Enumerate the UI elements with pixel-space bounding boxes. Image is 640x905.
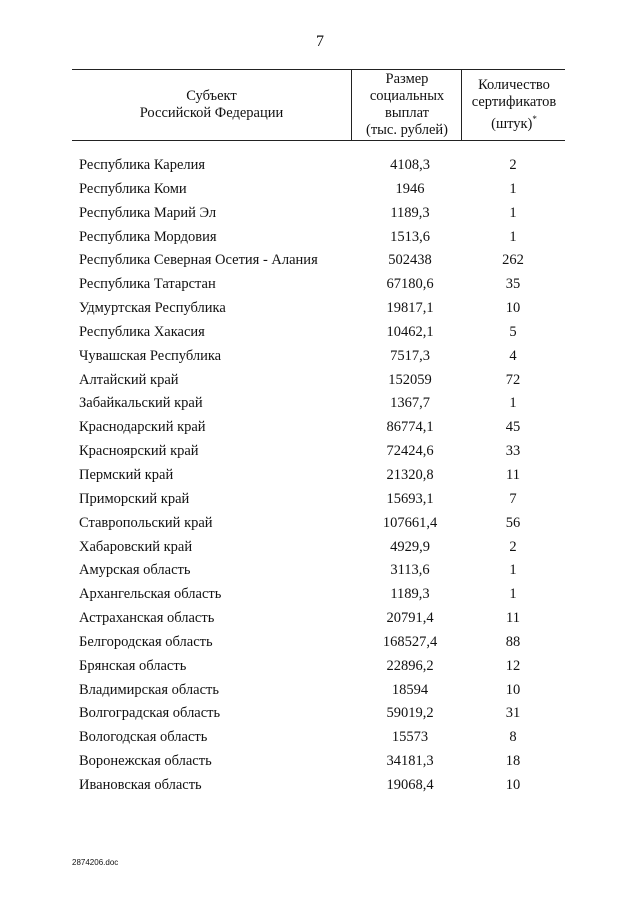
region-name: Волгоградская область xyxy=(79,705,221,722)
payment-amount: 4108,3 xyxy=(390,157,430,173)
region-name: Республика Карелия xyxy=(79,157,206,173)
table-row xyxy=(0,298,640,322)
certificate-count: 5 xyxy=(509,323,517,340)
region-name: Республика Марий Эл xyxy=(79,204,217,221)
region-name: Пермский край xyxy=(79,466,174,483)
table-row xyxy=(0,656,640,680)
certificate-count: 18 xyxy=(505,753,521,770)
payment-amount: 18594 xyxy=(391,681,429,698)
payment-amount: 168527,4 xyxy=(382,633,438,650)
region-name: Республика Северная Осетия - Алания xyxy=(79,252,318,269)
certificate-count: 31 xyxy=(505,705,521,722)
certificate-count: 11 xyxy=(506,610,520,627)
payment-amount: 7517,3 xyxy=(390,347,430,364)
certificate-count: 2 xyxy=(509,538,517,555)
payment-amount: 502438 xyxy=(388,252,432,269)
region-name: Удмуртская Республика xyxy=(79,300,226,317)
certificate-count: 35 xyxy=(505,276,521,293)
region-name: Республика Хакасия xyxy=(79,323,205,340)
payment-amount: 20791,4 xyxy=(386,610,434,627)
table-row xyxy=(0,537,640,561)
region-name: Воронежская область xyxy=(79,753,212,770)
region-name: Астраханская область xyxy=(79,610,215,627)
table-row xyxy=(0,322,640,346)
region-name: Ивановская область xyxy=(79,776,202,793)
payment-amount: 1946 xyxy=(395,180,425,197)
payment-amount: 72424,6 xyxy=(386,443,434,460)
region-name: Алтайский край xyxy=(79,371,179,388)
table-row xyxy=(0,608,640,632)
certificate-count: 1 xyxy=(509,180,517,197)
payment-amount: 4929,9 xyxy=(390,538,430,555)
certificate-count: 8 xyxy=(509,729,517,746)
table-row xyxy=(0,370,640,394)
region-name: Брянская область xyxy=(79,657,187,674)
table-row xyxy=(0,465,640,489)
region-name: Вологодская область xyxy=(79,729,208,746)
certificate-count: 2 xyxy=(509,157,517,173)
payment-amount: 19068,4 xyxy=(386,776,434,793)
certificate-count: 1 xyxy=(509,562,517,579)
table-row xyxy=(0,560,640,584)
table-body xyxy=(0,155,640,799)
payment-amount: 1367,7 xyxy=(390,395,430,412)
payment-amount: 107661,4 xyxy=(382,514,438,531)
payment-amount: 86774,1 xyxy=(386,419,434,436)
region-name: Архангельская область xyxy=(79,586,222,603)
certificate-count: 262 xyxy=(502,252,524,269)
table-row xyxy=(0,274,640,298)
region-name: Красноярский край xyxy=(79,443,199,460)
table-header xyxy=(72,69,565,141)
table-row xyxy=(0,203,640,227)
table-row xyxy=(0,727,640,751)
table-row xyxy=(0,584,640,608)
region-name: Республика Мордовия xyxy=(79,228,217,245)
certificate-count: 1 xyxy=(509,395,517,412)
region-name: Республика Татарстан xyxy=(79,276,216,293)
table-row xyxy=(0,680,640,704)
certificate-count: 1 xyxy=(509,228,517,245)
table-row xyxy=(0,775,640,799)
certificate-count: 45 xyxy=(505,419,521,436)
header-payments xyxy=(351,70,462,140)
header-payments-label: Размер социальных выплат (тыс. рублей) xyxy=(366,71,448,138)
region-name: Хабаровский край xyxy=(79,538,193,555)
payment-amount: 15573 xyxy=(391,729,429,746)
payment-amount: 3113,6 xyxy=(390,562,430,579)
region-name: Чувашская Республика xyxy=(79,347,222,364)
certificate-count: 33 xyxy=(505,443,521,460)
payment-amount: 21320,8 xyxy=(386,466,434,483)
certificate-count: 11 xyxy=(506,466,520,483)
payment-amount: 22896,2 xyxy=(386,657,434,674)
region-name: Краснодарский край xyxy=(79,419,206,436)
certificate-count: 10 xyxy=(505,776,521,793)
region-name: Амурская область xyxy=(79,562,191,579)
certificate-count: 1 xyxy=(509,586,517,603)
table-row xyxy=(0,417,640,441)
table-row xyxy=(0,513,640,537)
table-row xyxy=(0,751,640,775)
table-row xyxy=(0,346,640,370)
certificate-count: 1 xyxy=(509,204,517,221)
payment-amount: 59019,2 xyxy=(386,705,434,722)
certificate-count: 10 xyxy=(505,681,521,698)
certificate-count: 10 xyxy=(505,300,521,317)
header-subject xyxy=(72,70,351,140)
payment-amount: 67180,6 xyxy=(386,276,434,293)
region-name: Забайкальский край xyxy=(79,395,203,412)
payment-amount: 15693,1 xyxy=(386,490,434,507)
header-certificates xyxy=(461,70,566,140)
certificate-count: 88 xyxy=(505,633,521,650)
region-name: Владимирская область xyxy=(79,681,219,698)
table-row xyxy=(0,632,640,656)
certificate-count: 72 xyxy=(505,371,521,388)
certificate-count: 12 xyxy=(505,657,521,674)
certificate-count: 7 xyxy=(509,490,517,507)
document-id: 2874206.doc xyxy=(72,858,119,867)
table-row xyxy=(0,703,640,727)
table-row xyxy=(0,227,640,251)
region-name: Ставропольский край xyxy=(79,514,213,531)
payment-amount: 1189,3 xyxy=(390,586,430,603)
table-row xyxy=(0,179,640,203)
payment-amount: 34181,3 xyxy=(386,753,434,770)
certificate-count: 56 xyxy=(505,514,521,531)
table-row xyxy=(0,393,640,417)
payment-amount: 10462,1 xyxy=(386,323,434,340)
header-certificates-label: Количество сертификатов (штук) xyxy=(471,77,557,132)
payment-amount: 1189,3 xyxy=(390,204,430,221)
table-row xyxy=(0,155,640,179)
page-number: 7 xyxy=(316,33,324,50)
payment-amount: 1513,6 xyxy=(390,228,430,245)
table-row xyxy=(0,441,640,465)
payment-amount: 19817,1 xyxy=(386,300,434,317)
region-name: Приморский край xyxy=(79,490,190,507)
header-subject-label: Субъект Российской Федерации xyxy=(139,88,284,121)
table-row xyxy=(0,250,640,274)
region-name: Республика Коми xyxy=(79,180,187,197)
footnote-mark: * xyxy=(532,114,537,125)
payment-amount: 152059 xyxy=(388,371,432,388)
certificate-count: 4 xyxy=(509,347,517,364)
region-name: Белгородская область xyxy=(79,633,213,650)
table-row xyxy=(0,489,640,513)
